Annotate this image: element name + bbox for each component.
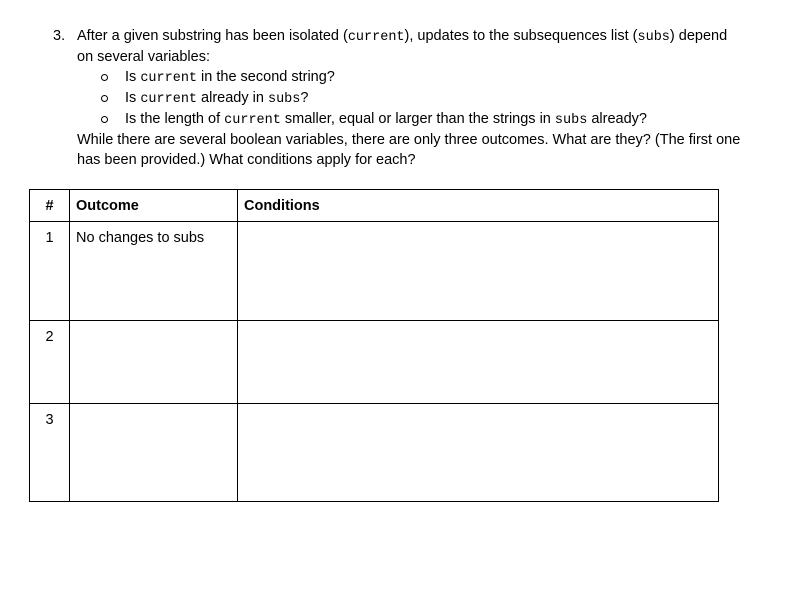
bullet-text: Is current already in subs? (125, 90, 309, 107)
question-line-3: While there are several boolean variables, there are only three outcomes. What are they? (The first one (77, 132, 741, 148)
question-line-1 (77, 26, 727, 48)
outcome-cell[interactable] (70, 404, 238, 502)
question-number: 3. (53, 28, 66, 44)
outcome-cell[interactable]: No changes to subs (70, 222, 238, 321)
answer-table (29, 189, 719, 502)
conditions-cell[interactable] (238, 321, 719, 404)
table-row (30, 321, 719, 404)
text: ), updates to the subsequences list ( (404, 28, 638, 44)
code-subs: subs (637, 30, 670, 45)
table-row (30, 222, 719, 321)
hollow-bullet-icon (101, 74, 108, 81)
hollow-bullet-icon (101, 116, 108, 123)
header-outcome: Outcome (70, 190, 238, 222)
outcome-cell[interactable] (70, 321, 238, 404)
hollow-bullet-icon (101, 95, 108, 102)
conditions-cell[interactable] (238, 404, 719, 502)
header-conditions: Conditions (238, 190, 719, 222)
question-line-4: has been provided.) What conditions apply for each? (77, 152, 416, 168)
row-number-cell: 3 (30, 404, 70, 502)
bullet-text: Is the length of current smaller, equal or larger than the strings in subs already? (125, 111, 647, 128)
row-number-cell: 1 (30, 222, 70, 321)
text: ) depend (669, 28, 728, 44)
table-row (30, 404, 719, 502)
row-number-cell: 2 (30, 321, 70, 404)
table-header-row (30, 190, 719, 222)
conditions-cell[interactable] (238, 222, 719, 321)
bullet-text: Is current in the second string? (125, 69, 335, 86)
code-current: current (347, 30, 405, 45)
question-line-2: on several variables: (77, 49, 210, 65)
text: After a given substring has been isolated ( (77, 28, 348, 44)
header-num: # (30, 190, 70, 222)
